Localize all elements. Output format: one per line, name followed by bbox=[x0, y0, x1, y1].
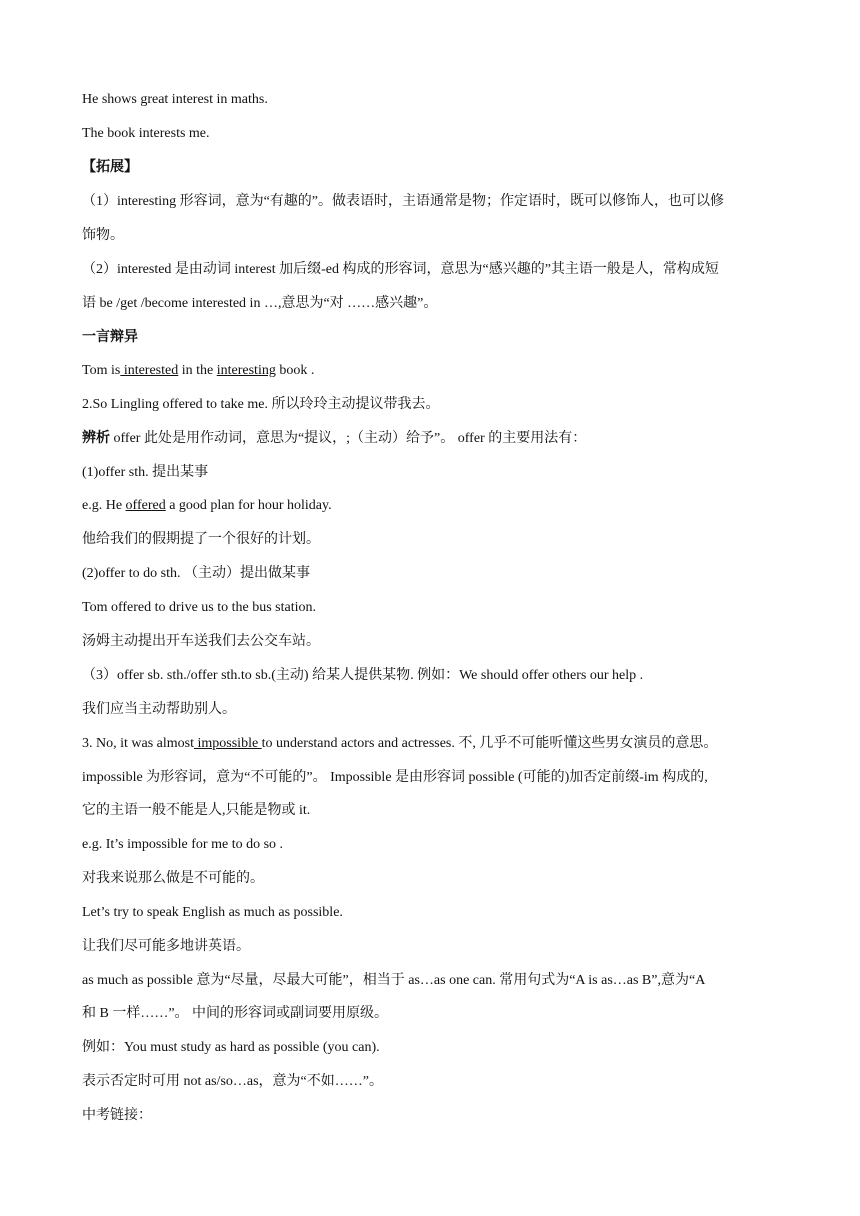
translation-line: 他给我们的假期提了一个很好的计划。 bbox=[82, 532, 320, 547]
example-sentence: The book interests me. bbox=[82, 126, 210, 141]
example-sentence bbox=[82, 497, 782, 515]
paragraph-text: 它的主语一般不能是人,只能是物或 it. bbox=[82, 803, 311, 818]
underlined-word: interesting bbox=[216, 363, 276, 378]
translation-line: 汤姆主动提出开车送我们去公交车站。 bbox=[82, 634, 320, 649]
paragraph-text: 表示否定时可用 not as/so…as，意为“不如……”。 bbox=[82, 1074, 383, 1089]
usage-item: （3）offer sb. sth./offer sth.to sb.(主动) 给某人提供某物. 例如：We should offer others our help . bbox=[82, 668, 644, 683]
underlined-word: interested bbox=[120, 363, 179, 378]
translation-line: 我们应当主动帮助别人。 bbox=[82, 702, 236, 717]
underlined-word: impossible bbox=[194, 736, 262, 751]
paragraph-text: impossible 为形容词，意为“不可能的”。 Impossible 是由形容词 possible (可能的)加否定前缀-im 构成的, bbox=[82, 770, 708, 785]
text-segment: in the bbox=[178, 363, 217, 378]
numbered-point: 2.So Lingling offered to take me. 所以玲玲主动提议带我去。 bbox=[82, 397, 440, 412]
example-sentence: Tom offered to drive us to the bus station. bbox=[82, 600, 317, 615]
example-sentence: e.g. It’s impossible for me to do so . bbox=[82, 837, 284, 852]
example-sentence: 例如：You must study as hard as possible (you can). bbox=[82, 1040, 380, 1055]
text-segment: to understand actors and actresses. 不, 几乎不可能听懂这些男女演员的意思。 bbox=[261, 736, 718, 751]
translation-line: 对我来说那么做是不可能的。 bbox=[82, 871, 264, 886]
paragraph-text: （1）interesting 形容词，意为“有趣的”。做表语时，主语通常是物；作定语时，既可以修饰人，也可以修 bbox=[82, 194, 725, 209]
usage-item: (1)offer sth. 提出某事 bbox=[82, 465, 209, 480]
text-segment: 3. No, it was almost bbox=[82, 736, 194, 751]
text-segment: offer 此处是用作动词，意思为“提议，;（主动）给予”。 offer 的主要用法有： bbox=[110, 431, 587, 446]
translation-line: 让我们尽可能多地讲英语。 bbox=[82, 939, 250, 954]
paragraph-text: （2）interested 是由动词 interest 加后缀-ed 构成的形容词，意思为“感兴趣的”其主语一般是人，常构成短 bbox=[82, 262, 719, 277]
example-sentence: He shows great interest in maths. bbox=[82, 92, 268, 107]
text-segment: Tom is bbox=[82, 363, 121, 378]
paragraph-text: 和 B 一样……”。 中间的形容词或副词要用原级。 bbox=[82, 1006, 389, 1021]
example-sentence bbox=[82, 362, 782, 380]
analysis-line bbox=[82, 430, 782, 448]
text-segment: a good plan for hour holiday. bbox=[165, 498, 332, 513]
analysis-label: 辨析 bbox=[82, 431, 110, 446]
section-heading-extension: 【拓展】 bbox=[82, 160, 138, 175]
underlined-word: offered bbox=[125, 498, 166, 513]
paragraph-text: as much as possible 意为“尽量，尽最大可能”，相当于 as…as one can. 常用句式为“A is as…as B”,意为“A bbox=[82, 973, 706, 988]
paragraph-text: 语 be /get /become interested in …,意思为“对 ……感兴趣”。 bbox=[82, 296, 438, 311]
usage-item: (2)offer to do sth. （主动）提出做某事 bbox=[82, 566, 310, 581]
text-segment: e.g. He bbox=[82, 498, 126, 513]
text-segment: book . bbox=[275, 363, 315, 378]
numbered-point bbox=[82, 735, 782, 753]
paragraph-text: 饰物。 bbox=[82, 228, 124, 243]
section-heading-distinguish: 一言辩异 bbox=[82, 330, 138, 345]
section-heading-exam-link: 中考链接： bbox=[82, 1108, 152, 1123]
example-sentence: Let’s try to speak English as much as possible. bbox=[82, 905, 343, 920]
